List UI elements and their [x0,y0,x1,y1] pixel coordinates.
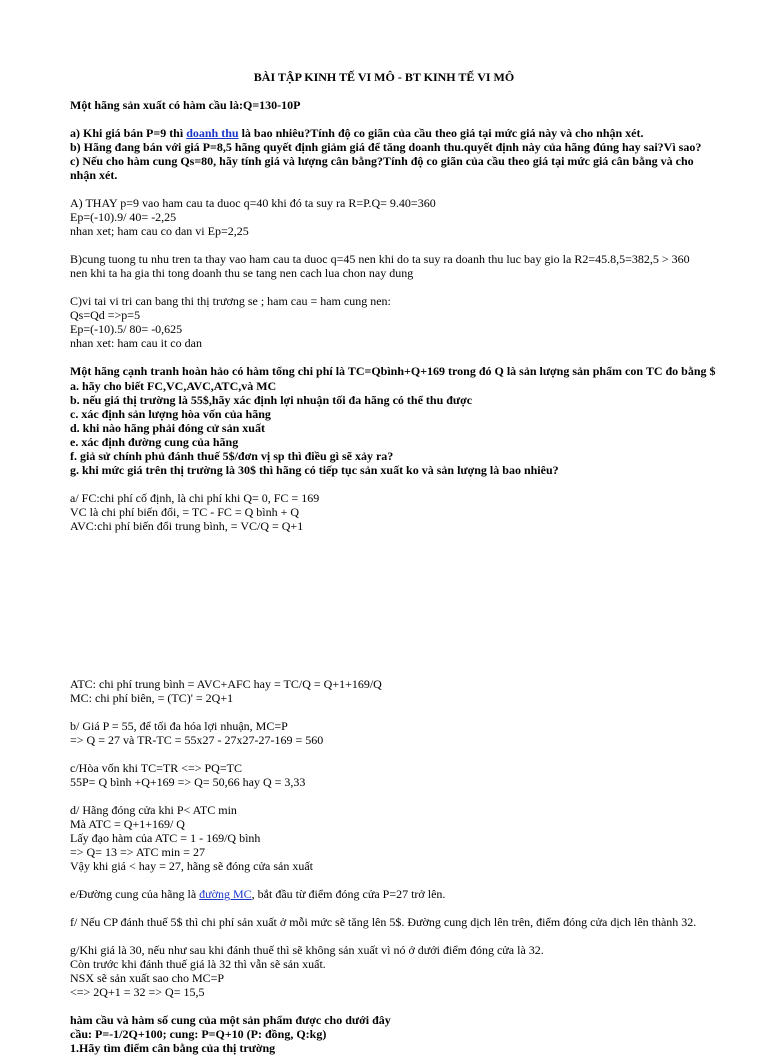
problem1-question-a [70,126,706,140]
question-a-text: a) Khi giá bán P=9 thì [70,126,187,141]
problem3-line: 1.Hãy tìm điểm cân bằng của thị trường [70,1041,276,1055]
answer2-c-line: c/Hòa vốn khi TC=TR <=> PQ=TC [70,760,242,775]
question-a-text-rest: là bao nhiêu?Tính độ co giãn của cầu theo giá tại mức giá này và cho nhận xét. [238,126,644,141]
answer2-d-line: Lấy đạo hàm của ATC = 1 - 169/Q bình [70,831,261,846]
answer2-e-text: e/Đường cung của hãng là [70,887,200,902]
problem2-question: Một hãng cạnh tranh hoàn hảo có hàm tổng chi phí là TC=Qbình+Q+169 trong đó Q là sản lượng sản phẩm con TC đo bằng $ [70,364,716,379]
document-body [0,84,768,1055]
answer2-d-line: Vậy khi giá < hay = 27, hãng sẽ đóng cửa sản xuất [70,859,313,874]
answer1-c-line: C)vi tai vi tri can bang thi thị trương se ; ham cau = ham cung nen: [70,294,391,309]
problem3-line: hàm cầu và hàm số cung của một sản phẩm được cho dưới đây [70,1013,391,1028]
answer1-b: B)cung tuong tu nhu tren ta thay vao ham cau ta duoc q=45 nen khi do ta suy ra doanh thu luc bay gio la R2=45.8,5=382,5 > 360 nen khi ta ha gia thi tong doanh thu se tang nen cach lua chon nay dung [70,252,690,281]
answer2-e [70,887,706,901]
problem2-question: a. hãy cho biết FC,VC,AVC,ATC,và MC [70,378,277,393]
answer2-d-line: d/ Hãng đóng cửa khi P< ATC min [70,803,237,817]
answer1-c-line: nhan xet: ham cau it co dan [70,336,202,351]
answer2-a2-line: MC: chi phí biên, = (TC)' = 2Q+1 [70,690,234,705]
answer2-d-line: Mà ATC = Q+1+169/ Q [70,817,185,832]
answer1-a-line: nhan xet; ham cau co dan vi Ep=2,25 [70,224,249,239]
page-title: BÀI TẬP KINH TẾ VI MÔ - BT KINH TẾ VI MÔ [253,70,515,84]
problem1-question-c: c) Nếu cho hàm cung Qs=80, hãy tính giá và lượng cân bằng?Tính độ co giãn của cầu theo giá tại mức giá cân bằng và cho nhận xét. [70,154,694,183]
answer2-g-line: Còn trước khi đánh thuế giá là 32 thì vẫn sẽ sản xuất. [70,957,326,972]
answer2-c-line: 55P= Q bình +Q+169 => Q= 50,66 hay Q = 3,33 [70,774,306,789]
answer2-e-text-rest: , bắt đầu từ điểm đóng cửa P=27 trở lên. [251,887,446,902]
problem2-question: b. nếu giá thị trường là 55$,hãy xác định lợi nhuận tối đa hãng có thể thu được [70,392,473,407]
answer2-g-line: g/Khi giá là 30, nếu như sau khi đánh thuế thì sẽ không sản xuất vì nó ở dưới điểm đóng cửa là 32. [70,943,544,958]
doanh-thu-link[interactable]: doanh thu [186,126,239,141]
problem2-question: c. xác định sản lượng hòa vốn của hãng [70,406,271,421]
answer2-a2-line: ATC: chi phí trung bình = AVC+AFC hay = TC/Q = Q+1+169/Q [70,676,382,691]
answer2-a-line: a/ FC:chi phí cố định, là chi phí khi Q= 0, FC = 169 [70,490,320,505]
answer1-a-line: Ep=(-10).9/ 40= -2,25 [70,210,177,225]
problem2-question: f. giả sử chính phủ đánh thuế 5$/đơn vị sp thì điều gì sẽ xảy ra? [70,448,394,463]
problem2-question: d. khi nào hãng phải đóng cử sản xuất [70,420,265,435]
answer2-f: f/ Nếu CP đánh thuế 5$ thì chi phí sản xuất ở mỗi mức sẽ tăng lên 5$. Đường cung dịch lên trên, điểm đóng cửa dịch lên thành 32. [70,915,697,930]
answer1-a-line: A) THAY p=9 vao ham cau ta duoc q=40 khi đó ta suy ra R=P.Q= 9.40=360 [70,196,436,211]
answer1-c-line: Qs=Qd =>p=5 [70,308,141,323]
problem2-question: e. xác định đường cung của hãng [70,434,239,449]
answer2-a-line: VC là chi phí biến đổi, = TC - FC = Q bình + Q [70,504,300,519]
answer2-a-line: AVC:chi phí biến đổi trung bình, = VC/Q = Q+1 [70,518,304,533]
problem3-line: cầu: P=-1/2Q+100; cung: P=Q+10 (P: đồng, Q:kg) [70,1027,327,1042]
problem1-question-b: b) Hãng đang bán với giá P=8,5 hãng quyết định giảm giá để tăng doanh thu.quyết định này của hãng đúng hay sai?Vì sao? [70,140,702,155]
duong-mc-link[interactable]: đường MC [199,887,252,902]
answer2-d-line: => Q= 13 => ATC min = 27 [70,845,205,860]
answer2-g-line: NSX sẽ sản xuất sao cho MC=P [70,971,225,986]
answer2-b-line: b/ Giá P = 55, để tối đa hóa lợi nhuận, MC=P [70,718,288,733]
answer2-g-line: <=> 2Q+1 = 32 => Q= 15,5 [70,985,205,1000]
answer2-b-line: => Q = 27 và TR-TC = 55x27 - 27x27-27-169 = 560 [70,732,324,747]
answer1-c-line: Ep=(-10).5/ 80= -0,625 [70,322,183,337]
problem2-question: g. khi mức giá trên thị trường là 30$ thì hãng có tiếp tục sản xuất ko và sản lượng là bao nhiêu? [70,462,559,477]
problem1-intro: Một hãng sản xuất có hàm cầu là:Q=130-10P [70,98,301,113]
